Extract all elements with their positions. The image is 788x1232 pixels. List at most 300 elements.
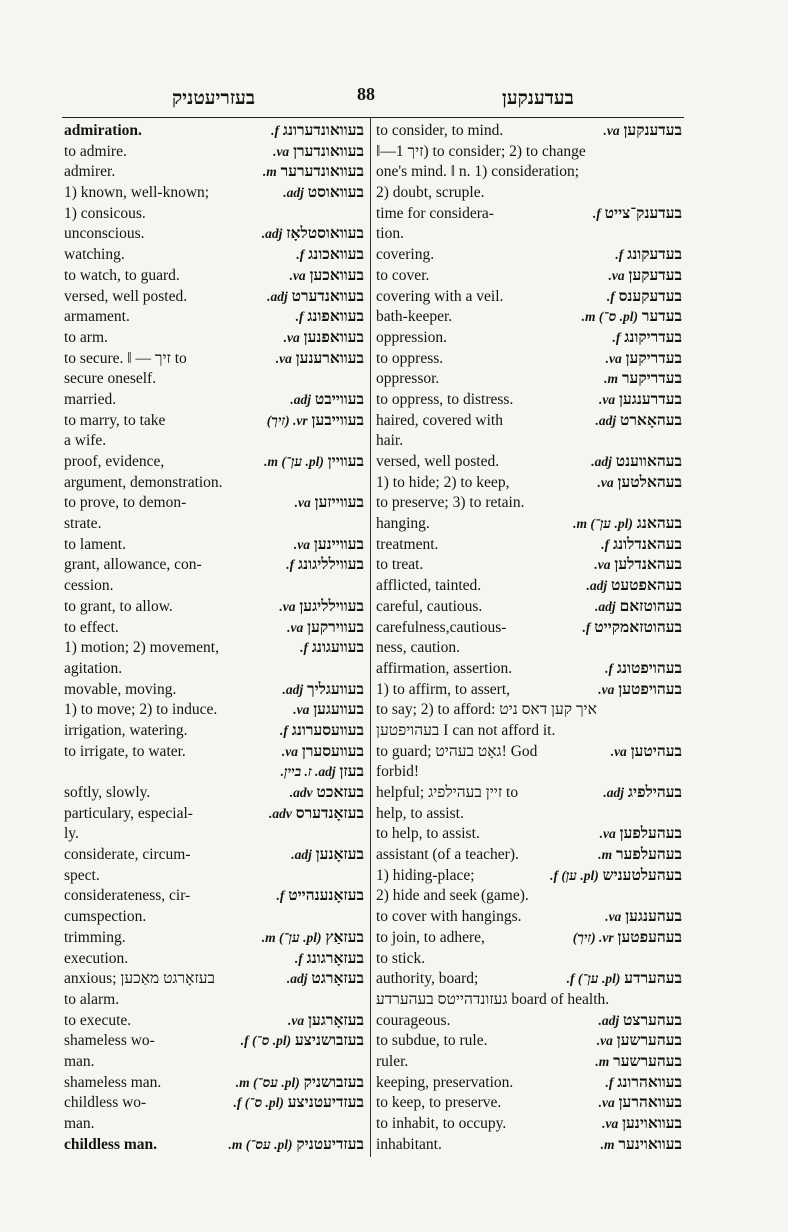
entry-headword [598,1011,682,1032]
entry-line [64,804,364,825]
entry-grammar: va. [598,681,615,697]
entry-line [376,907,682,928]
entry-headword [236,1073,364,1094]
entry-headword [606,349,682,370]
entry-hebrew-word: בעהויפטונג [616,659,682,677]
entry-english: particulary, especial- [64,804,193,822]
entry-english: affirmation, assertion. [376,659,513,677]
entry-grammar: adj. [595,598,616,614]
entry-english: to preserve; 3) to retain. [376,494,525,512]
entry-headword [262,928,364,949]
entry-hebrew-word: בעהעלטעניש [602,866,682,884]
entry-headword [595,411,682,432]
entry-grammar: m. [595,1053,610,1069]
entry-grammar: va. [275,350,292,366]
entry-hebrew-word: בעזדיעטניצע [287,1094,364,1112]
entry-hebrew-word: בעוואוינען [622,1115,682,1132]
header-rule [62,117,684,118]
entry-hebrew-word: בעדעקען [628,266,682,284]
entry-headword [605,1073,682,1094]
entry-hebrew-word: בעהילפיג [627,784,682,801]
entry-english: authority, board; [376,970,479,988]
entry-line [376,762,682,783]
entry-line [64,638,364,659]
entry-line [64,907,364,928]
entry-english: careful, cautious. [376,597,483,615]
entry-headword [279,597,364,618]
entry-headword [567,969,682,990]
entry-headword [600,824,682,845]
entry-hebrew-word: בעוואכונג [308,246,364,264]
entry-headword [234,1093,364,1114]
entry-headword [582,307,682,328]
entry-headword [262,224,364,245]
entry-line [64,204,364,225]
entry-grammar: va. [598,1095,615,1111]
entry-english: cumspection. [64,908,147,926]
entry-grammar: f. [605,660,614,676]
entry-line [376,349,682,370]
entry-grammar: va. [596,1033,613,1049]
entry-english: to alarm. [64,990,120,1008]
entry-grammar: va. [279,598,296,614]
entry-hebrew-word: בעוועסערונג [291,721,364,739]
entry-english: to prove, to demon- [64,494,187,512]
entry-headword [273,142,364,163]
entry-grammar: f. [271,123,280,138]
entry-hebrew-word: בעדריקער [621,370,682,388]
entry-hebrew-word: בעזאָנענהייט [288,887,364,905]
entry-english: 1) consicous. [64,204,146,222]
entry-hebrew-word: בעהוטזאם [619,597,682,615]
entry-hebrew-word: בעוויין [327,453,364,470]
entry-grammar: adj. [261,226,283,242]
entry-english: irrigation, watering. [64,721,188,739]
entry-hebrew-word: בעהוטזאמקייט [594,618,682,636]
left-column [64,121,364,1155]
entry-grammar: f. [582,619,591,635]
entry-english: to effect. [64,618,119,636]
entry-headword [603,121,682,142]
entry-grammar: (pl. עס־) m. [235,1074,300,1090]
entry-english: to admire. [64,142,127,160]
entry-headword [288,1011,364,1032]
entry-english: carefulness,cautious- [376,618,507,636]
entry-line [64,618,364,639]
entry-grammar: f. [286,557,295,573]
entry-hebrew-word: בעוואונדערן [293,142,364,160]
entry-english: ness, caution. [376,639,460,657]
entry-headword [286,555,364,576]
running-head-right: בעדענקען [502,88,574,109]
entry-english: oppression. [376,328,448,346]
entry-headword [602,1114,682,1135]
entry-line [376,245,682,266]
entry-line [64,555,364,576]
entry-english: man. [64,1052,95,1070]
entry-line [64,328,364,349]
entry-hebrew-word: בעוואנדערט [291,287,364,305]
entry-english: shameless man. [64,1073,162,1091]
entry-grammar: (pl. ען־) m. [261,929,322,945]
entry-english: to grant, to allow. [64,597,173,615]
entry-english: to lament. [64,535,126,553]
entry-hebrew-word: בעהיטען [630,742,682,760]
entry-hebrew-word: בעדענקען [623,122,682,139]
entry-headword [291,845,364,866]
entry-headword [263,162,364,183]
entry-english: treatment. [376,535,439,553]
entry-english: 2) doubt, scruple. [376,184,485,202]
entry-line [64,1114,364,1135]
entry-english: to subdue, to rule. [376,1032,488,1050]
entry-line [64,969,364,990]
entry-english: to cover. [376,266,430,284]
entry-line [376,328,682,349]
entry-english: 1) hiding-place; [376,866,475,884]
entry-hebrew-word: בעדעקונג [627,246,682,264]
entry-line [376,452,682,473]
entry-headword [283,183,364,204]
entry-english: strate. [64,515,102,533]
entry-line [64,597,364,618]
entry-hebrew-word: בעוואוסט [307,184,364,202]
entry-hebrew-word: בעזאכט [316,784,364,801]
entry-line [64,287,364,308]
entry-line [64,183,364,204]
entry-hebrew-word: בעוועגונג [311,639,364,657]
entry-english: keeping, preservation. [376,1073,514,1091]
entry-line [64,1031,364,1052]
entry-english: trimming. [64,928,126,946]
entry-headword [605,659,682,680]
entry-english: considerate, circum- [64,846,191,864]
entry-hebrew-word: בעהאנג [636,515,682,533]
entry-english: unconscious. [64,225,145,243]
entry-line [64,266,364,287]
entry-english: versed, well posted. [376,453,500,470]
entry-headword [612,328,682,349]
entry-grammar: f. [300,640,308,656]
entry-hebrew-word: בעוועגען [313,701,364,719]
entry-line [376,949,682,970]
entry-hebrew-word: בעוואונדערער [280,163,364,181]
entry-line [64,431,364,452]
entry-grammar: adj. [283,185,304,201]
entry-line [64,493,364,514]
entry-headword [604,369,682,390]
entry-line [64,783,364,804]
entry-line [376,659,682,680]
entry-hebrew-word: בעזאָנען [315,846,364,864]
entry-english: ‖—זיך 1) to consider; 2) to change [376,142,586,160]
entry-line [376,473,682,494]
entry-line [376,928,682,949]
entry-grammar: adv. [269,805,292,821]
entry-hebrew-word: בעזאָרגען [308,1011,364,1029]
entry-line [376,1073,682,1094]
entry-headword [267,411,364,432]
entry-english: married. [64,390,117,408]
entry-line [376,576,682,597]
entry-english: assistant (of a teacher). [376,846,519,864]
entry-hebrew-word: בעזן [339,763,364,781]
entry-line [64,307,364,328]
entry-line [64,1052,364,1073]
entry-headword [611,742,682,763]
entry-hebrew-word: בעוואונדערונג [282,122,364,139]
entry-hebrew-word: בעזבושניצע [295,1032,364,1050]
entry-english: childless man. [64,1135,158,1153]
entry-english: proof, evidence, [64,453,165,470]
entry-line [376,142,682,163]
entry-grammar: m. [598,847,613,863]
entry-headword [615,245,682,266]
entry-line [64,721,364,742]
entry-english: בעהויפטען I can not afford it. [376,721,556,739]
entry-english: 1) known, well-known; [64,184,210,202]
entry-line [64,1135,364,1156]
entry-grammar: adj. [586,578,608,594]
entry-line [376,204,682,225]
entry-line [64,1011,364,1032]
entry-line [64,349,364,370]
entry-grammar: m. [600,1136,615,1152]
entry-english: softly, slowly. [64,784,151,801]
entry-line [376,721,682,742]
entry-english: 1) to affirm, to assert, [376,680,511,698]
entry-english: armament. [64,308,130,326]
entry-line [376,618,682,639]
entry-headword [593,204,682,225]
entry-hebrew-word: בעהעלפען [619,825,682,843]
entry-hebrew-word: בעזבושניק [303,1073,364,1091]
entry-headword [603,783,682,804]
entry-hebrew-word: בעזאָרגונג [306,949,364,967]
entry-line [376,1093,682,1114]
entry-grammar: adj. [290,391,311,407]
entry-grammar: f. [592,205,601,221]
entry-grammar: va. [605,350,622,366]
entry-hebrew-word: בעוואפנען [303,328,364,346]
entry-line [64,949,364,970]
entry-grammar: f. [601,536,610,552]
entry-grammar: m. [604,371,619,387]
entry-hebrew-word: בעהערדע [624,970,682,988]
entry-line [376,824,682,845]
entry-grammar: va. [605,909,622,925]
entry-grammar: adj. [591,454,612,469]
entry-headword [601,535,682,556]
entry-hebrew-word: בעוויינען [313,535,364,553]
entry-line [376,804,682,825]
entry-headword [290,390,364,411]
entry-headword [284,328,364,349]
entry-headword [282,680,364,701]
entry-headword [271,121,364,142]
entry-hebrew-word: בעזאָנדערס [295,804,364,822]
entry-english: to stick. [376,949,426,967]
entry-english: oppressor. [376,370,440,388]
entry-english: 1) to move; 2) to induce. [64,701,218,719]
entry-line [376,266,682,287]
entry-english: 1) to hide; 2) to keep, [376,473,510,491]
entry-english: to watch, to guard. [64,266,180,284]
entry-hebrew-word: בעהאָארט [619,411,682,429]
entry-english: forbid! [376,763,420,781]
entry-english: to oppress. [376,349,444,367]
entry-english: anxious; בעזאָרגט מאַכען [64,970,216,988]
entry-english: to help, to assist. [376,825,480,843]
entry-hebrew-word: בעהויפטען [618,680,682,698]
entry-english: grant, allowance, con- [64,556,202,574]
entry-line [64,845,364,866]
entry-headword [601,1135,682,1156]
entry-line [64,473,364,494]
entry-headword [295,493,364,514]
entry-hebrew-word: בעדרענגען [619,390,682,408]
entry-english: argument, demonstration. [64,473,223,491]
entry-hebrew-word: בעהאלטען [617,473,682,491]
entry-hebrew-word: בעוואוסטלאָז [286,225,364,243]
entry-headword [594,555,682,576]
entry-english: help, to assist. [376,804,464,822]
entry-grammar: adj. [282,681,304,697]
entry-line [376,1011,682,1032]
entry-grammar: adj. [598,1012,620,1028]
entry-english: ruler. [376,1052,409,1070]
entry-headword [595,597,682,618]
entry-english: 1) motion; 2) movement, [64,639,219,657]
entry-english: to marry, to take [64,411,166,429]
entry-headword [228,1135,364,1156]
entry-line [376,845,682,866]
entry-grammar: va. [599,391,616,407]
entry-line [64,142,364,163]
entry-hebrew-word: בעווייבט [314,390,364,408]
entry-english: helpful; זיין בעהילפיג to [376,784,519,801]
entry-headword [573,928,682,949]
entry-english: watching. [64,246,125,264]
entry-hebrew-word: בעוואהרען [618,1094,682,1112]
entry-hebrew-word: בעדריקען [625,349,682,367]
entry-hebrew-word: בעהערשען [616,1032,682,1050]
entry-grammar: adj. [286,971,308,987]
entry-english: to oppress, to distress. [376,390,514,408]
entry-english: געזונדהייטס בעהערדע board of health. [376,990,610,1008]
entry-headword [267,287,364,308]
entry-grammar: (pl. עס־) m. [228,1136,293,1152]
entry-line [64,824,364,845]
entry-line [64,680,364,701]
entry-english: versed, well posted. [64,287,188,305]
entry-line [64,514,364,535]
entry-headword [598,473,682,494]
entry-line [376,742,682,763]
entry-headword [296,245,364,266]
entry-headword [281,762,364,783]
entry-grammar: adj. [595,412,617,428]
entry-line [376,121,682,142]
entry-grammar: adj. [603,785,625,800]
entry-hebrew-word: בעדעקענס [618,287,682,305]
entry-line [376,555,682,576]
entry-headword [269,804,364,825]
entry-grammar: f. [276,888,285,904]
entry-hebrew-word: בעזדיעטניק [296,1135,364,1153]
page-header [62,84,732,114]
entry-hebrew-word: בעזאַץ [325,928,364,946]
entry-headword [287,618,364,639]
entry-line [376,224,682,245]
entry-headword [607,287,682,308]
entry-english: hair. [376,432,404,450]
entry-hebrew-word: בעוואפונג [307,308,364,326]
entry-english: to arm. [64,328,108,346]
entry-grammar: m. [262,164,277,180]
entry-line [64,700,364,721]
entry-english: movable, moving. [64,680,177,698]
entry-grammar: adv. [289,785,313,800]
entry-headword [599,1093,682,1114]
entry-hebrew-word: בעהענגען [625,908,682,926]
entry-line [376,783,682,804]
entry-line [64,535,364,556]
entry-hebrew-word: בעוועגליך [307,680,364,698]
entry-grammar: f. [612,329,621,345]
entry-line [376,680,682,701]
entry-headword [586,576,682,597]
entry-grammar: (pl. ס־) m. [581,309,639,325]
entry-grammar: va. [597,474,614,490]
entry-line [376,990,682,1011]
entry-hebrew-word: בעווייבען [311,411,364,429]
entry-english: childless wo- [64,1094,147,1112]
entry-line [64,742,364,763]
entry-line [376,700,682,721]
entry-headword [294,535,364,556]
entry-grammar: f. [279,722,288,738]
entry-line [64,659,364,680]
entry-line [376,1135,682,1156]
entry-hebrew-word: בעדענק־צייט [604,204,682,222]
entry-headword [597,1031,682,1052]
entry-hebrew-word: בעזאָרגט [311,970,364,988]
entry-line [376,162,682,183]
entry-grammar: va. [288,1012,305,1028]
entry-english: covering with a veil. [376,287,504,305]
entry-headword [280,721,364,742]
entry-hebrew-word: בעווארענען [295,349,364,367]
entry-english: to inhabit, to occupy. [376,1115,507,1132]
entry-grammar: va. [599,826,616,842]
entry-line [64,411,364,432]
entry-line [64,369,364,390]
entry-hebrew-word: בעווילליגונג [297,556,364,574]
entry-headword [595,1052,682,1073]
entry-english: to consider, to mind. [376,122,504,139]
entry-grammar: f. [295,309,304,325]
entry-line [376,1114,682,1135]
entry-hebrew-word: בעדער [641,308,682,326]
entry-grammar: va. [294,495,311,511]
entry-grammar: va. [293,702,310,718]
entry-headword [550,866,682,887]
entry-line [64,452,364,473]
entry-english: admiration. [64,122,142,139]
entry-english: bath-keeper. [376,308,453,326]
entry-grammar: f. [296,247,305,263]
